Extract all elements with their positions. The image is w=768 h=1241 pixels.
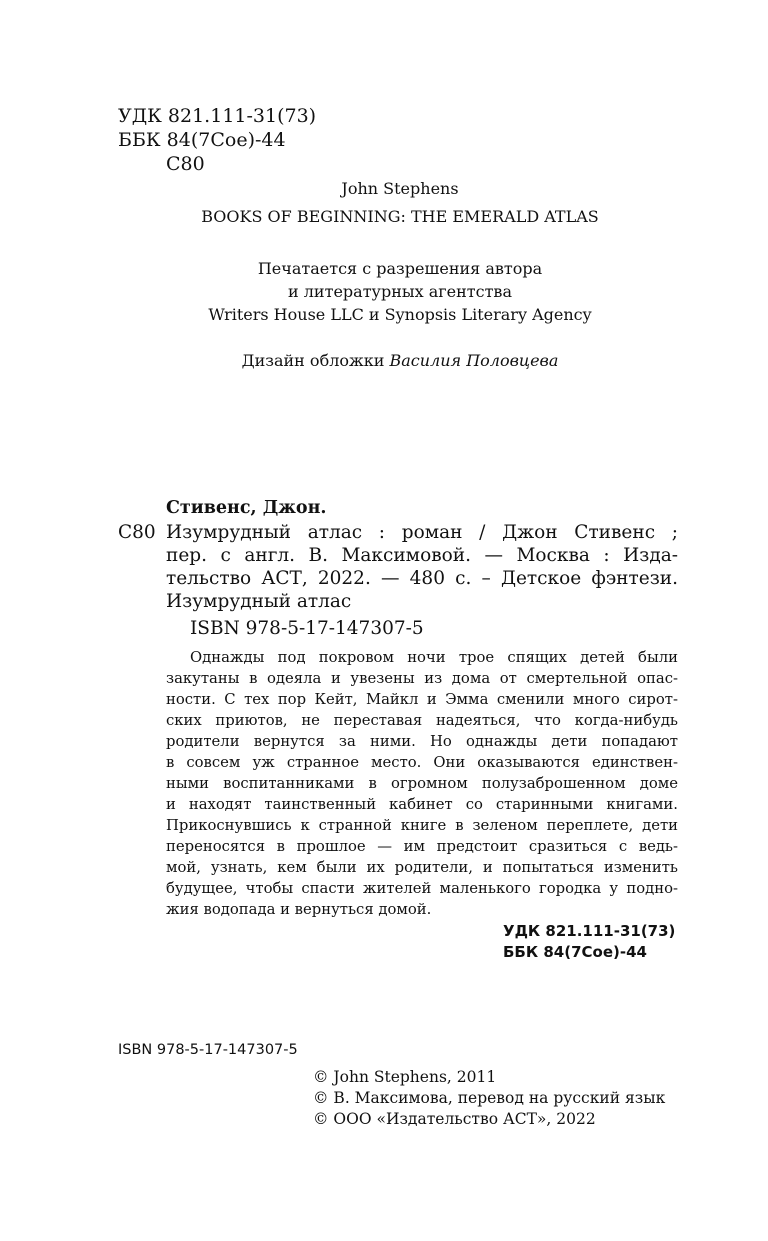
abstract-line: родители вернутся за ними. Но однажды дети попадают	[166, 733, 678, 750]
bib-line: пер. с англ. В. Максимовой. — Москва : Изда-	[166, 545, 678, 566]
abstract-line: будущее, чтобы спасти жителей маленького городка у подно-	[166, 880, 678, 897]
copyright-author: © John Stephens, 2011	[313, 1068, 497, 1086]
permission-line-2: и литературных агентства	[288, 282, 512, 301]
footer-isbn: ISBN 978-5-17-147307-5	[118, 1042, 298, 1058]
bib-description	[166, 521, 678, 613]
abstract-line: ными воспитанниками в огромном полузаброшенном доме	[166, 775, 678, 792]
author-mark: С80	[166, 153, 205, 175]
cover-designer-name: Василия Половцева	[389, 351, 559, 370]
abstract-line: жия водопада и вернуться домой.	[166, 901, 432, 918]
bib-isbn: ISBN 978-5-17-147307-5	[190, 618, 424, 639]
bib-author: Стивенс, Джон.	[166, 498, 327, 518]
cover-design	[0, 351, 768, 370]
permission-line-3: Writers House LLC и Synopsis Literary Agency	[208, 305, 592, 324]
original-title: BOOKS OF BEGINNING: THE EMERALD ATLAS	[201, 207, 599, 226]
copyright-translation: © В. Максимова, перевод на русский язык	[313, 1089, 666, 1107]
copyright-publisher: © ООО «Издательство АСТ», 2022	[313, 1110, 596, 1128]
abstract-line: ности. С тех пор Кейт, Майкл и Эмма сменили много сирот-	[166, 691, 678, 708]
bib-line: Изумрудный атлас : роман / Джон Стивенс ;	[166, 522, 678, 543]
bbk-code: ББК 84(7Сое)-44	[118, 129, 286, 151]
bbk-code-bold: ББК 84(7Сое)-44	[503, 943, 647, 961]
udk-code-bold: УДК 821.111-31(73)	[503, 922, 676, 940]
bib-line: Изумрудный атлас	[166, 591, 352, 612]
abstract-line: ских приютов, не переставая надеяться, что когда-нибудь	[166, 712, 678, 729]
abstract-line: и находят таинственный кабинет со старинными книгами.	[166, 796, 678, 813]
abstract-line: мой, узнать, кем были их родители, и попытаться изменить	[166, 859, 678, 876]
abstract-line: в совсем уж странное место. Они оказываются единствен-	[166, 754, 678, 771]
original-author: John Stephens	[341, 179, 459, 198]
permission-line-1: Печатается с разрешения автора	[257, 259, 543, 278]
bib-line: тельство АСТ, 2022. — 480 с. – Детское фэнтези.	[166, 568, 678, 589]
abstract-line: Прикоснувшись к странной книге в зеленом переплете, дети	[166, 817, 678, 834]
cover-design-label: Дизайн обложки	[241, 351, 385, 370]
bib-mark: С80	[118, 522, 156, 543]
abstract-line: Однажды под покровом ночи трое спящих детей были	[190, 649, 678, 666]
abstract	[166, 647, 678, 920]
udk-code: УДК 821.111-31(73)	[118, 105, 317, 127]
abstract-line: закутаны в одеяла и увезены из дома от смертельной опас-	[166, 670, 678, 687]
abstract-line: переносятся в прошлое — им предстоит сразиться с ведь-	[166, 838, 678, 855]
